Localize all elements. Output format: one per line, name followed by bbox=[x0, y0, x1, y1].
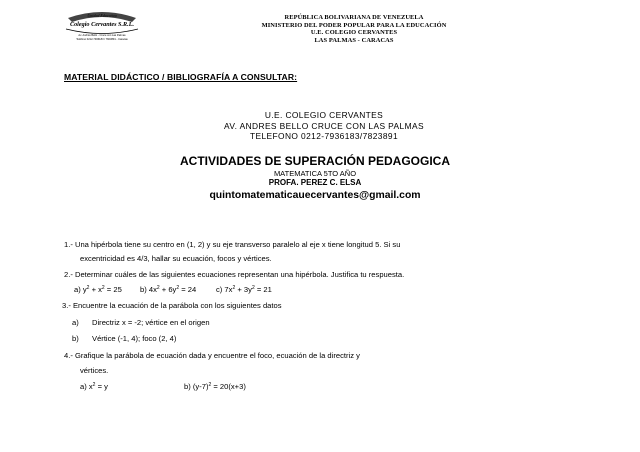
logo-line4: Teléfono 0212-7936183 / 7823891 - Caracas bbox=[76, 38, 128, 41]
school-logo bbox=[62, 8, 142, 46]
question-3: 3.- Encuentre la ecuación de la parábola con los siguientes datos bbox=[62, 301, 282, 310]
question-3-b-label: b) bbox=[72, 334, 79, 343]
school-crest-icon bbox=[62, 8, 142, 46]
school-address: AV. ANDRES BELLO CRUCE CON LAS PALMAS bbox=[224, 120, 424, 131]
school-info bbox=[210, 110, 438, 142]
question-2-option-c: c) $7x^2 + 3y^2 = 21$ bbox=[216, 285, 272, 294]
logo-line2: Colegio Cervantes S.R.L. bbox=[69, 21, 135, 28]
question-4-line1: 4.- Grafique la parábola de ecuación dada y encuentre el foco, ecuación de la directriz y bbox=[64, 351, 360, 360]
header-line: REPÚBLICA BOLIVARIANA DE VENEZUELA bbox=[284, 14, 424, 21]
question-2-option-b: b) $4x^2 + 6y^2 = 24$ bbox=[140, 285, 197, 294]
logo-line1: Unidad Educativa bbox=[87, 13, 117, 18]
question-2-option-a: a) $y^2 + x^2 = 25$ bbox=[74, 285, 122, 294]
email: quintomatematicauecervantes@gmail.com bbox=[209, 190, 421, 201]
header-line: MINISTERIO DEL PODER POPULAR PARA LA EDUCACIÓN bbox=[261, 21, 447, 29]
question-4-line2: vértices. bbox=[80, 366, 109, 375]
school-phone: TELEFONO 0212-7936183/7823891 bbox=[249, 131, 399, 141]
teacher: PROFA. PEREZ C. ELSA bbox=[268, 178, 362, 187]
question-3-b: Vértice (-1, 4); foco (2, 4) bbox=[92, 334, 177, 343]
header-line: U.E. COLEGIO CERVANTES bbox=[310, 29, 398, 37]
header-line: LAS PALMAS - CARACAS bbox=[314, 36, 394, 44]
material-title: MATERIAL DIDÁCTICO / BIBLIOGRAFÍA A CONSULTAR: bbox=[64, 72, 298, 82]
question-3-a: Directriz x = -2; vértice en el origen bbox=[92, 318, 210, 327]
question-3-a-label: a) bbox=[72, 318, 79, 327]
subject: MATEMATICA 5TO AÑO bbox=[273, 169, 357, 178]
ministry-header bbox=[222, 14, 486, 44]
activities-title: ACTIVIDADES DE SUPERACIÓN PEDAGOGICA bbox=[179, 154, 451, 168]
question-1-line2: excentricidad es 4/3, hallar su ecuación, focos y vértices. bbox=[80, 254, 272, 263]
question-1-line1: 1.- Una hipérbola tiene su centro en (1, 2) y su eje transverso paralelo al eje x tiene longitud 5. Si su bbox=[64, 240, 401, 249]
logo-line3: Av. Andrés Bello - Cruce con Las Palmas bbox=[78, 34, 126, 37]
activities-block bbox=[150, 154, 480, 202]
question-2: 2.- Determinar cuáles de las siguientes ecuaciones representan una hipérbola. Justifica tu respuesta. bbox=[64, 270, 405, 279]
question-4-option-a: a) $x^2 = y$ bbox=[80, 382, 108, 391]
school-name: U.E. COLEGIO CERVANTES bbox=[264, 110, 384, 120]
question-4-option-b: b) $(y-7)^2 = 20(x+3)$ bbox=[184, 382, 246, 391]
